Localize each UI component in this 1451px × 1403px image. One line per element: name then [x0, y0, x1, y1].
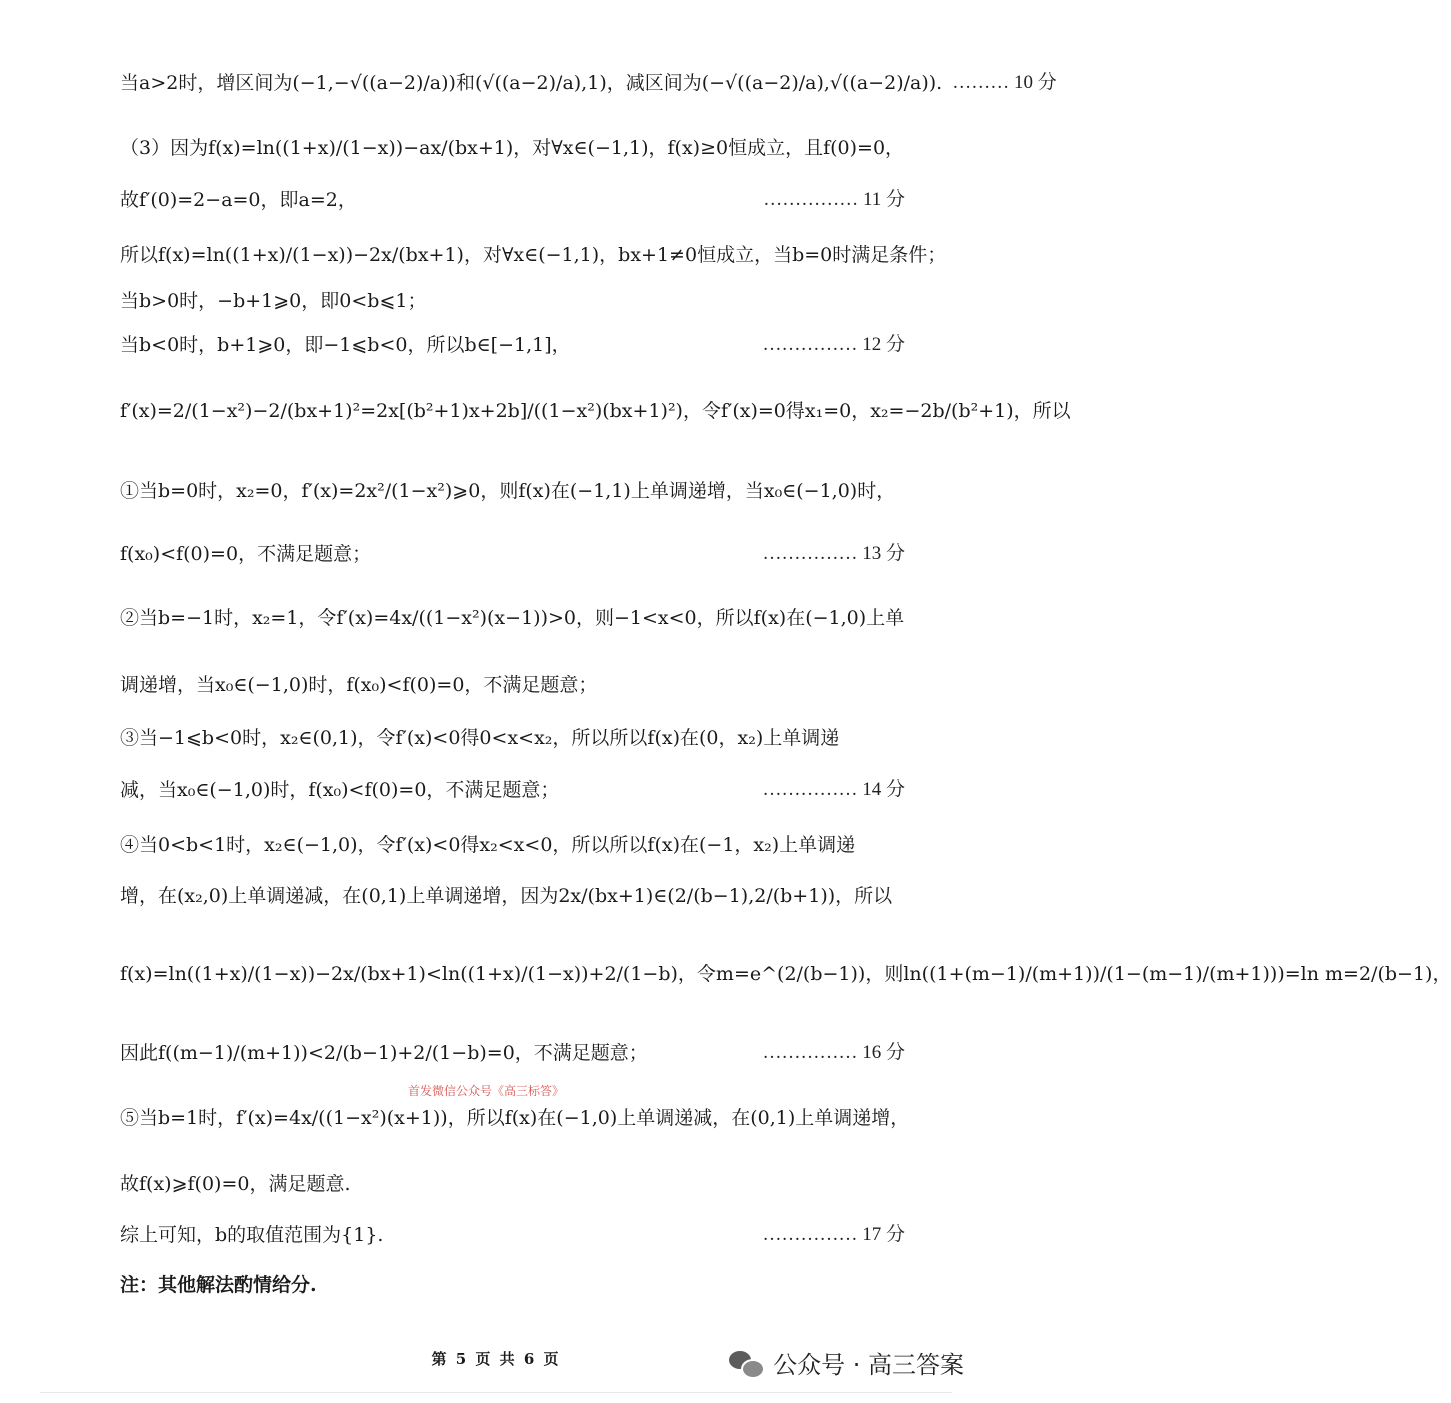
line-text: 综上可知，b的取值范围为{1}. [120, 1224, 384, 1246]
score-marker: …………… 16 分 [762, 1042, 905, 1063]
solution-line [120, 1105, 910, 1131]
line-text: 增，在(x₂,0)上单调递减，在(0,1)上单调递增，因为2x/(bx+1)∈(2/(b−1),2/(b+1))，所以 [120, 885, 893, 907]
grading-note: 注：其他解法酌情给分. [120, 1274, 317, 1296]
line-text: ③当−1⩽b<0时，x₂∈(0,1)，令f′(x)<0得0<x<x₂，所以所以f(x)在(0，x₂)上单调递 [120, 727, 840, 749]
solution-line [120, 832, 905, 858]
solution-line [120, 70, 1057, 96]
solution-line [120, 332, 905, 358]
line-text: f(x₀)<f(0)=0，不满足题意； [120, 543, 372, 565]
score-marker: …………… 17 分 [762, 1224, 905, 1245]
line-text: 因此f((m−1)/(m+1))<2/(b−1)+2/(1−b)=0，不满足题意； [120, 1042, 648, 1064]
line-text: ②当b=−1时，x₂=1，令f′(x)=4x/((1−x²)(x−1))>0，则−1<x<0，所以f(x)在(−1,0)上单 [120, 607, 905, 629]
solution-line [120, 398, 1071, 424]
solution-line [120, 605, 905, 631]
solution-line [120, 242, 947, 268]
solution-line [120, 187, 905, 213]
score-marker: …………… 12 分 [762, 334, 905, 355]
watermark-text: 首发微信公众号《高三标答》 [408, 1084, 565, 1098]
line-text: 减，当x₀∈(−1,0)时，f(x₀)<f(0)=0，不满足题意； [120, 779, 560, 801]
solution-line [120, 1171, 905, 1197]
line-text: ①当b=0时，x₂=0，f′(x)=2x²/(1−x²)⩾0，则f(x)在(−1,1)上单调递增，当x₀∈(−1,0)时， [120, 480, 896, 502]
solution-line [120, 672, 905, 698]
wechat-account-badge [729, 1345, 964, 1380]
line-text: f(x)=ln((1+x)/(1−x))−2x/(bx+1)<ln((1+x)/(1−x))+2/(1−b)，令m=e^(2/(b−1))，则ln((1+(m−1)/(m+1))/(1−(m−1)/(m+1)))=ln m=2/(b−1)， [120, 963, 1451, 985]
score-marker: …………… 11 分 [763, 189, 905, 210]
line-text: 调递增，当x₀∈(−1,0)时，f(x₀)<f(0)=0，不满足题意； [120, 674, 598, 696]
score-marker: …………… 14 分 [762, 779, 905, 800]
solution-line [120, 777, 905, 803]
wechat-account-label: 公众号 · 高三答案 [773, 1351, 964, 1379]
line-text: ⑤当b=1时，f′(x)=4x/((1−x²)(x+1))，所以f(x)在(−1,0)上单调递减，在(0,1)上单调递增， [120, 1107, 910, 1129]
line-text: 故f′(0)=2−a=0，即a=2， [120, 189, 357, 211]
line-text: 故f(x)⩾f(0)=0，满足题意. [120, 1173, 351, 1195]
score-marker: ……… 10 分 [952, 72, 1057, 93]
wechat-icon [729, 1349, 763, 1377]
line-text: （3）因为f(x)=ln((1+x)/(1−x))−ax/(bx+1)，对∀x∈(−1,1)，f(x)≥0恒成立，且f(0)=0， [120, 137, 905, 159]
line-text: ④当0<b<1时，x₂∈(−1,0)，令f′(x)<0得x₂<x<0，所以所以f(x)在(−1，x₂)上单调递 [120, 834, 856, 856]
solution-line [120, 288, 905, 314]
line-text: f′(x)=2/(1−x²)−2/(bx+1)²=2x[(b²+1)x+2b]/((1−x²)(bx+1)²)，令f′(x)=0得x₁=0，x₂=−2b/(b²+1)，所以 [120, 400, 1071, 422]
solution-line [120, 961, 1451, 987]
solution-line [120, 135, 905, 161]
solution-line [120, 725, 905, 751]
page-number: 第 5 页 共 6 页 [431, 1350, 561, 1368]
solution-line [120, 1040, 905, 1066]
line-text: 当a>2时，增区间为(−1,−√((a−2)/a))和(√((a−2)/a),1)，减区间为(−√((a−2)/a),√((a−2)/a)). [120, 72, 943, 94]
line-text: 所以f(x)=ln((1+x)/(1−x))−2x/(bx+1)，对∀x∈(−1,1)，bx+1≠0恒成立，当b=0时满足条件； [120, 244, 947, 266]
bottom-divider [40, 1392, 952, 1393]
line-text: 当b>0时，−b+1⩾0，即0<b⩽1； [120, 290, 427, 312]
solution-line [120, 1222, 905, 1248]
solution-line [120, 541, 905, 567]
solution-line [120, 883, 905, 909]
solution-line [120, 478, 905, 504]
score-marker: …………… 13 分 [762, 543, 905, 564]
line-text: 当b<0时，b+1⩾0，即−1⩽b<0，所以b∈[−1,1]， [120, 334, 571, 356]
